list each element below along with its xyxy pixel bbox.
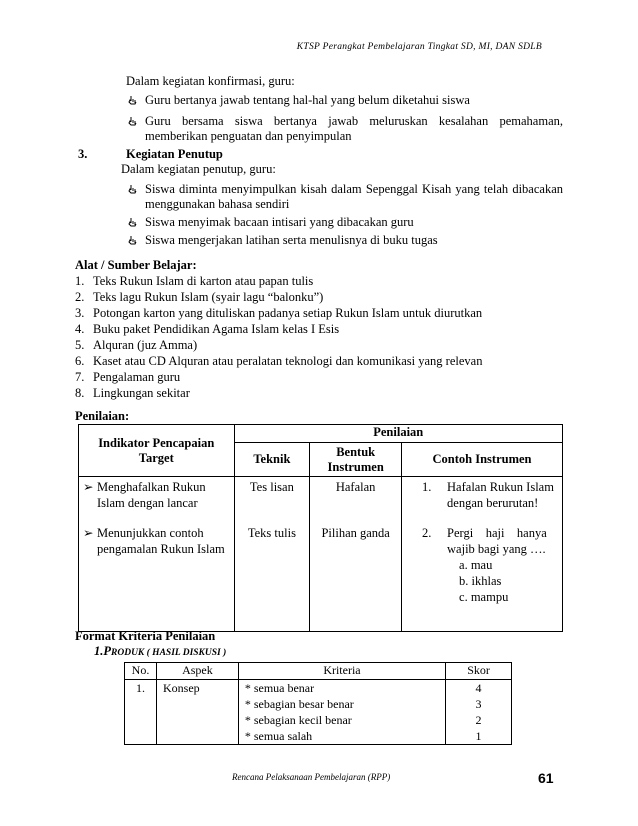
alat-item: Pengalaman guru (93, 370, 181, 384)
skor-item: 4 (475, 681, 482, 695)
page-footer: Rencana Pelaksanaan Pembelajaran (RPP) (232, 772, 391, 782)
alat-item: Teks Rukun Islam di karton atau papan tulis (93, 274, 314, 288)
indikator-text-cont: Islam dengan lancar (97, 496, 198, 510)
kriteria-item: * sebagian besar benar (244, 697, 354, 711)
indikator-item (83, 525, 230, 541)
contoh-text: Hafalan Rukun Islam (447, 480, 554, 494)
alat-item: Kaset atau CD Alquran atau peralatan teknologi dan komunikasi yang relevan (93, 354, 483, 368)
header-indikator (79, 425, 235, 477)
format-subtitle-big: P (103, 644, 112, 658)
header-contoh: Contoh Instrumen (402, 443, 563, 477)
hand-pointer-icon (128, 184, 138, 194)
alat-num: 4. (75, 322, 85, 336)
penutup-intro: Dalam kegiatan penutup, guru: (121, 162, 276, 176)
alat-num: 1. (75, 274, 85, 288)
header-kriteria: Kriteria (238, 663, 445, 680)
contoh-item (422, 479, 554, 511)
penilaian-title: Penilaian: (75, 409, 130, 423)
skor-item: 1 (475, 729, 482, 743)
penutup-item-3: Siswa mengerjakan latihan serta menulisnya di buku tugas (145, 233, 438, 247)
kriteria-table (124, 662, 512, 745)
format-subtitle (94, 643, 226, 661)
contoh-item (422, 525, 554, 605)
contoh-num: 2. (422, 526, 432, 540)
penilaian-table (78, 424, 563, 632)
header-skor: Skor (446, 663, 512, 680)
header-penilaian: Penilaian (234, 425, 562, 443)
option-c: c. mampu (459, 590, 509, 604)
hand-pointer-icon (128, 95, 138, 105)
indikator-text: Menghafalkan Rukun (97, 480, 206, 494)
contoh-text-cont: dengan berurutan! (447, 496, 539, 510)
konfirmasi-item-1: Guru bertanya jawab tentang hal-hal yang belum diketahui siswa (145, 93, 470, 107)
teknik-value: Tes lisan (249, 480, 294, 494)
format-title: Format Kriteria Penilaian (75, 629, 216, 643)
header-aspek: Aspek (156, 663, 238, 680)
alat-item: Lingkungan sekitar (93, 386, 190, 400)
header-bentuk-line2: Instrumen (327, 459, 384, 474)
contoh-text: Pergi haji hanya (447, 526, 547, 540)
alat-num: 3. (75, 306, 85, 320)
option-a: a. mau (459, 558, 493, 572)
hand-pointer-icon (128, 116, 138, 126)
arrow-bullet-icon: ➢ (83, 480, 94, 494)
bentuk-cell (310, 477, 402, 632)
running-header: KTSP Perangkat Pembelajaran Tingkat SD, MI, DAN SDLB (296, 42, 542, 52)
header-indikator-line1: Indikator Pencapaian (98, 435, 215, 450)
alat-num: 5. (75, 338, 85, 352)
header-indikator-line2: Target (138, 450, 174, 465)
alat-num: 8. (75, 386, 85, 400)
header-no: No. (125, 663, 157, 680)
header-bentuk-line1: Bentuk (336, 444, 376, 459)
format-subtitle-rest: RODUK ( HASIL DISKUSI ) (111, 648, 227, 658)
penutup-item-2: Siswa menyimak bacaan intisari yang dibacakan guru (145, 215, 414, 229)
arrow-bullet-icon: ➢ (83, 526, 94, 540)
penutup-item-1-cont: menggunakan bahasa sendiri (145, 197, 290, 211)
row-aspek: Konsep (156, 680, 238, 745)
header-teknik: Teknik (234, 443, 310, 477)
indikator-item (83, 479, 230, 495)
bentuk-value: Pilihan ganda (321, 526, 390, 540)
contoh-num: 1. (422, 480, 432, 494)
konfirmasi-intro: Dalam kegiatan konfirmasi, guru: (126, 74, 295, 88)
teknik-value: Teks tulis (247, 526, 296, 540)
bentuk-value: Hafalan (335, 480, 376, 494)
contoh-text-cont: wajib bagi yang …. (447, 542, 546, 556)
skor-item: 3 (475, 697, 482, 711)
indikator-cell (79, 477, 235, 632)
kriteria-item: * semua benar (244, 681, 315, 695)
alat-item: Alquran (juz Amma) (93, 338, 198, 352)
page-number: 61 (538, 770, 554, 786)
row-kriteria (238, 680, 445, 745)
option-b: b. ikhlas (459, 574, 502, 588)
alat-num: 6. (75, 354, 85, 368)
konfirmasi-item-2: Guru bersama siswa bertanya jawab meluruskan kesalahan pemahaman, (145, 114, 563, 128)
konfirmasi-item-2-cont: memberikan penguatan dan penyimpulan (145, 129, 352, 143)
hand-pointer-icon (128, 217, 138, 227)
kriteria-item: * sebagian kecil benar (244, 713, 352, 727)
alat-num: 2. (75, 290, 85, 304)
kriteria-item: * semua salah (244, 729, 313, 743)
teknik-cell (234, 477, 310, 632)
header-bentuk (310, 443, 402, 477)
alat-item: Buku paket Pendidikan Agama Islam kelas I Esis (93, 322, 340, 336)
alat-item: Teks lagu Rukun Islam (syair lagu “balonku”) (93, 290, 324, 304)
skor-item: 2 (475, 713, 482, 727)
indikator-text-cont: pengamalan Rukun Islam (97, 542, 225, 556)
penutup-number: 3. (78, 147, 88, 161)
format-subtitle-num: 1. (94, 644, 104, 658)
indikator-text: Menunjukkan contoh (97, 526, 204, 540)
hand-pointer-icon (128, 235, 138, 245)
penutup-title: Kegiatan Penutup (126, 147, 223, 161)
alat-title: Alat / Sumber Belajar: (75, 258, 197, 272)
contoh-cell (402, 477, 563, 632)
alat-num: 7. (75, 370, 85, 384)
alat-item: Potongan karton yang dituliskan padanya setiap Rukun Islam untuk diurutkan (93, 306, 483, 320)
row-no: 1. (125, 680, 157, 745)
row-skor (446, 680, 512, 745)
penutup-item-1: Siswa diminta menyimpulkan kisah dalam Sepenggal Kisah yang telah dibacakan (145, 182, 563, 196)
